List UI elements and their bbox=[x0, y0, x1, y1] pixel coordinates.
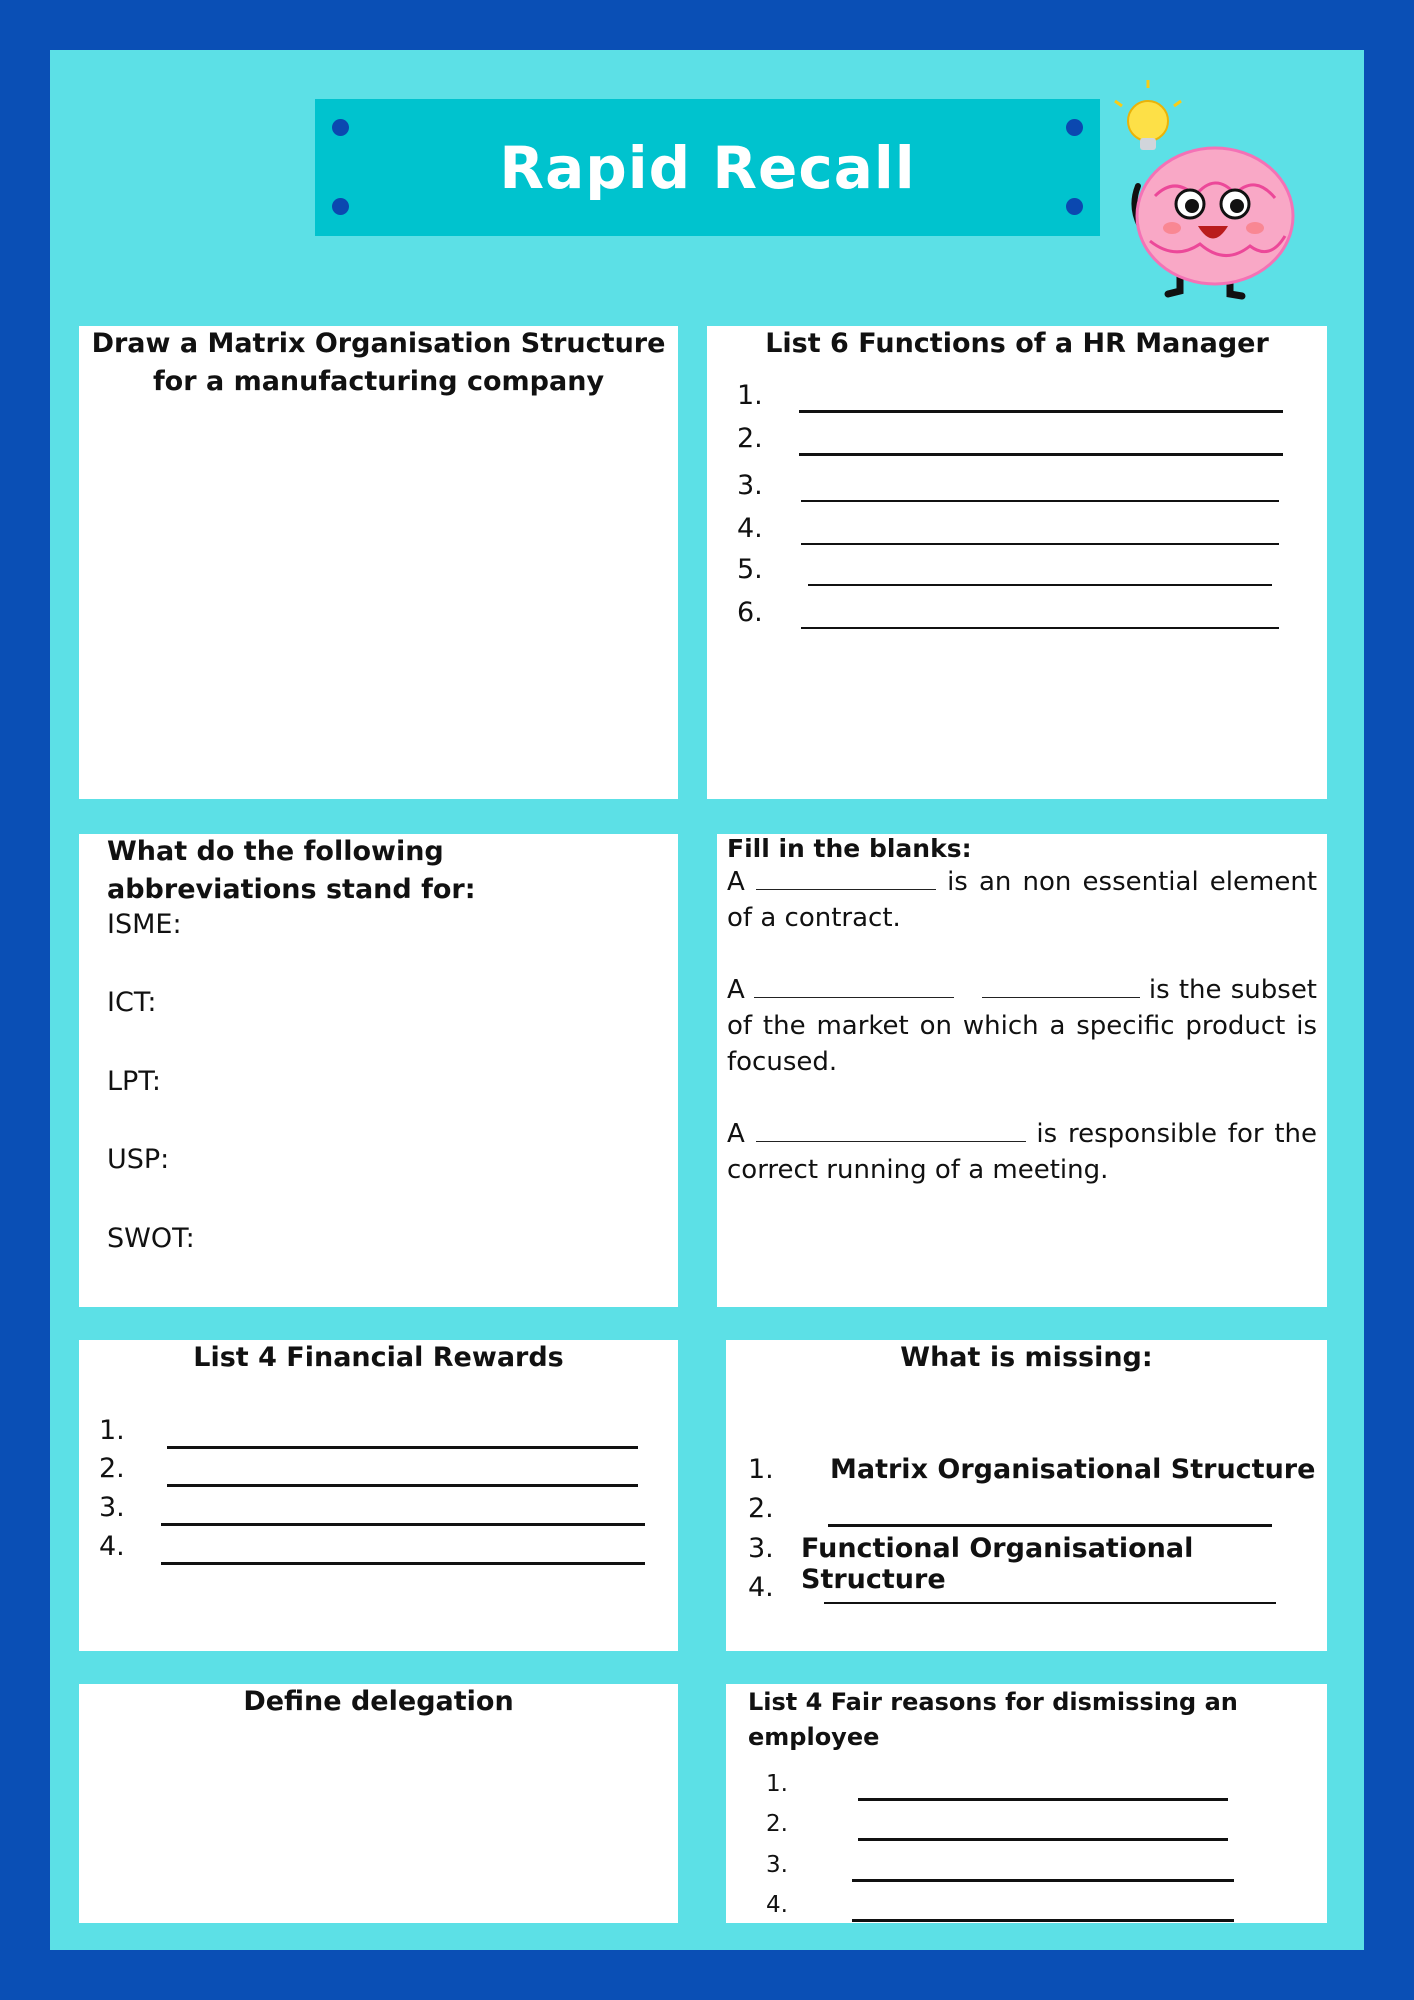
missing-item-number: 4. bbox=[748, 1572, 774, 1603]
missing-item-number: 3. bbox=[748, 1533, 774, 1564]
fill-sentence-3 bbox=[727, 1116, 1317, 1188]
financial-rewards-card bbox=[79, 1340, 678, 1651]
missing-heading: What is missing: bbox=[900, 1342, 1153, 1373]
answer-line bbox=[167, 1446, 638, 1449]
answer-line bbox=[808, 584, 1272, 586]
hr-heading: List 6 Functions of a HR Manager bbox=[765, 328, 1269, 359]
hr-item-number: 6. bbox=[737, 597, 763, 628]
abbreviations-heading: What do the following abbreviations stand for: bbox=[107, 836, 476, 905]
dismissal-reasons-card bbox=[726, 1684, 1327, 1923]
delegation-heading: Define delegation bbox=[243, 1686, 514, 1717]
blank-line bbox=[754, 976, 954, 998]
blank-line bbox=[756, 1120, 1026, 1142]
fill-blanks-heading: Fill in the blanks: bbox=[727, 834, 972, 863]
sentence-text: A bbox=[727, 975, 745, 1005]
answer-line bbox=[824, 1602, 1276, 1604]
answer-line bbox=[828, 1524, 1272, 1527]
title-banner bbox=[315, 99, 1100, 236]
answer-line bbox=[852, 1879, 1234, 1882]
sentence-text: is the subset of the market on which a specific product is focused. bbox=[727, 975, 1318, 1077]
hr-item-number: 5. bbox=[737, 554, 763, 585]
abbreviations-card bbox=[79, 834, 678, 1307]
hr-functions-card bbox=[707, 326, 1327, 799]
answer-line bbox=[852, 1919, 1234, 1922]
delegation-card bbox=[79, 1684, 678, 1923]
answer-line bbox=[801, 627, 1279, 629]
fill-sentence-1 bbox=[727, 864, 1317, 936]
abbreviation-item: SWOT: bbox=[107, 1223, 195, 1254]
answer-line bbox=[801, 500, 1279, 502]
fill-sentence-2 bbox=[727, 972, 1317, 1080]
financial-item-number: 4. bbox=[99, 1531, 125, 1562]
answer-line bbox=[858, 1798, 1228, 1801]
answer-line bbox=[167, 1484, 638, 1487]
fill-blanks-card bbox=[717, 834, 1327, 1307]
dismissal-item-number: 4. bbox=[766, 1892, 788, 1918]
dismissal-item-number: 1. bbox=[766, 1771, 788, 1797]
sentence-text: A bbox=[727, 1119, 745, 1149]
abbreviation-item: LPT: bbox=[107, 1066, 161, 1097]
answer-line bbox=[161, 1523, 645, 1526]
sentence-text: is an non essential element of a contract. bbox=[727, 867, 1318, 933]
answer-line bbox=[799, 410, 1283, 413]
dismissal-item-number: 2. bbox=[766, 1811, 788, 1837]
page-background bbox=[50, 50, 1364, 1950]
financial-item-number: 2. bbox=[99, 1453, 125, 1484]
blank-line bbox=[982, 976, 1140, 998]
brain-with-lightbulb-icon bbox=[1110, 76, 1330, 301]
dismissal-heading: List 4 Fair reasons for dismissing an employee bbox=[748, 1688, 1238, 1751]
hr-item-number: 4. bbox=[737, 513, 763, 544]
financial-item-number: 3. bbox=[99, 1492, 125, 1523]
sentence-text: is responsible for the correct running of a meeting. bbox=[727, 1119, 1318, 1185]
page-title: Rapid Recall bbox=[499, 133, 916, 202]
matrix-structure-card bbox=[79, 326, 678, 799]
hr-item-number: 3. bbox=[737, 470, 763, 501]
dismissal-item-number: 3. bbox=[766, 1852, 788, 1878]
missing-item-matrix: Matrix Organisational Structure bbox=[830, 1454, 1316, 1485]
blank-line bbox=[756, 868, 936, 890]
abbreviation-item: USP: bbox=[107, 1144, 170, 1175]
answer-line bbox=[801, 543, 1279, 545]
abbreviation-item: ICT: bbox=[107, 987, 157, 1018]
sentence-text: A bbox=[727, 867, 745, 897]
financial-item-number: 1. bbox=[99, 1415, 125, 1446]
missing-item-number: 2. bbox=[748, 1493, 774, 1524]
abbreviation-item: ISME: bbox=[107, 909, 182, 940]
hr-item-number: 1. bbox=[737, 380, 763, 411]
matrix-heading: Draw a Matrix Organisation Structure for a manufacturing company bbox=[91, 328, 666, 397]
financial-heading: List 4 Financial Rewards bbox=[193, 1342, 564, 1373]
answer-line bbox=[858, 1838, 1228, 1841]
hr-item-number: 2. bbox=[737, 423, 763, 454]
answer-line bbox=[799, 453, 1283, 456]
answer-line bbox=[161, 1562, 645, 1565]
missing-item-functional: Functional Organisational Structure bbox=[801, 1533, 1194, 1595]
missing-structure-card bbox=[726, 1340, 1327, 1651]
missing-item-number: 1. bbox=[748, 1454, 774, 1485]
